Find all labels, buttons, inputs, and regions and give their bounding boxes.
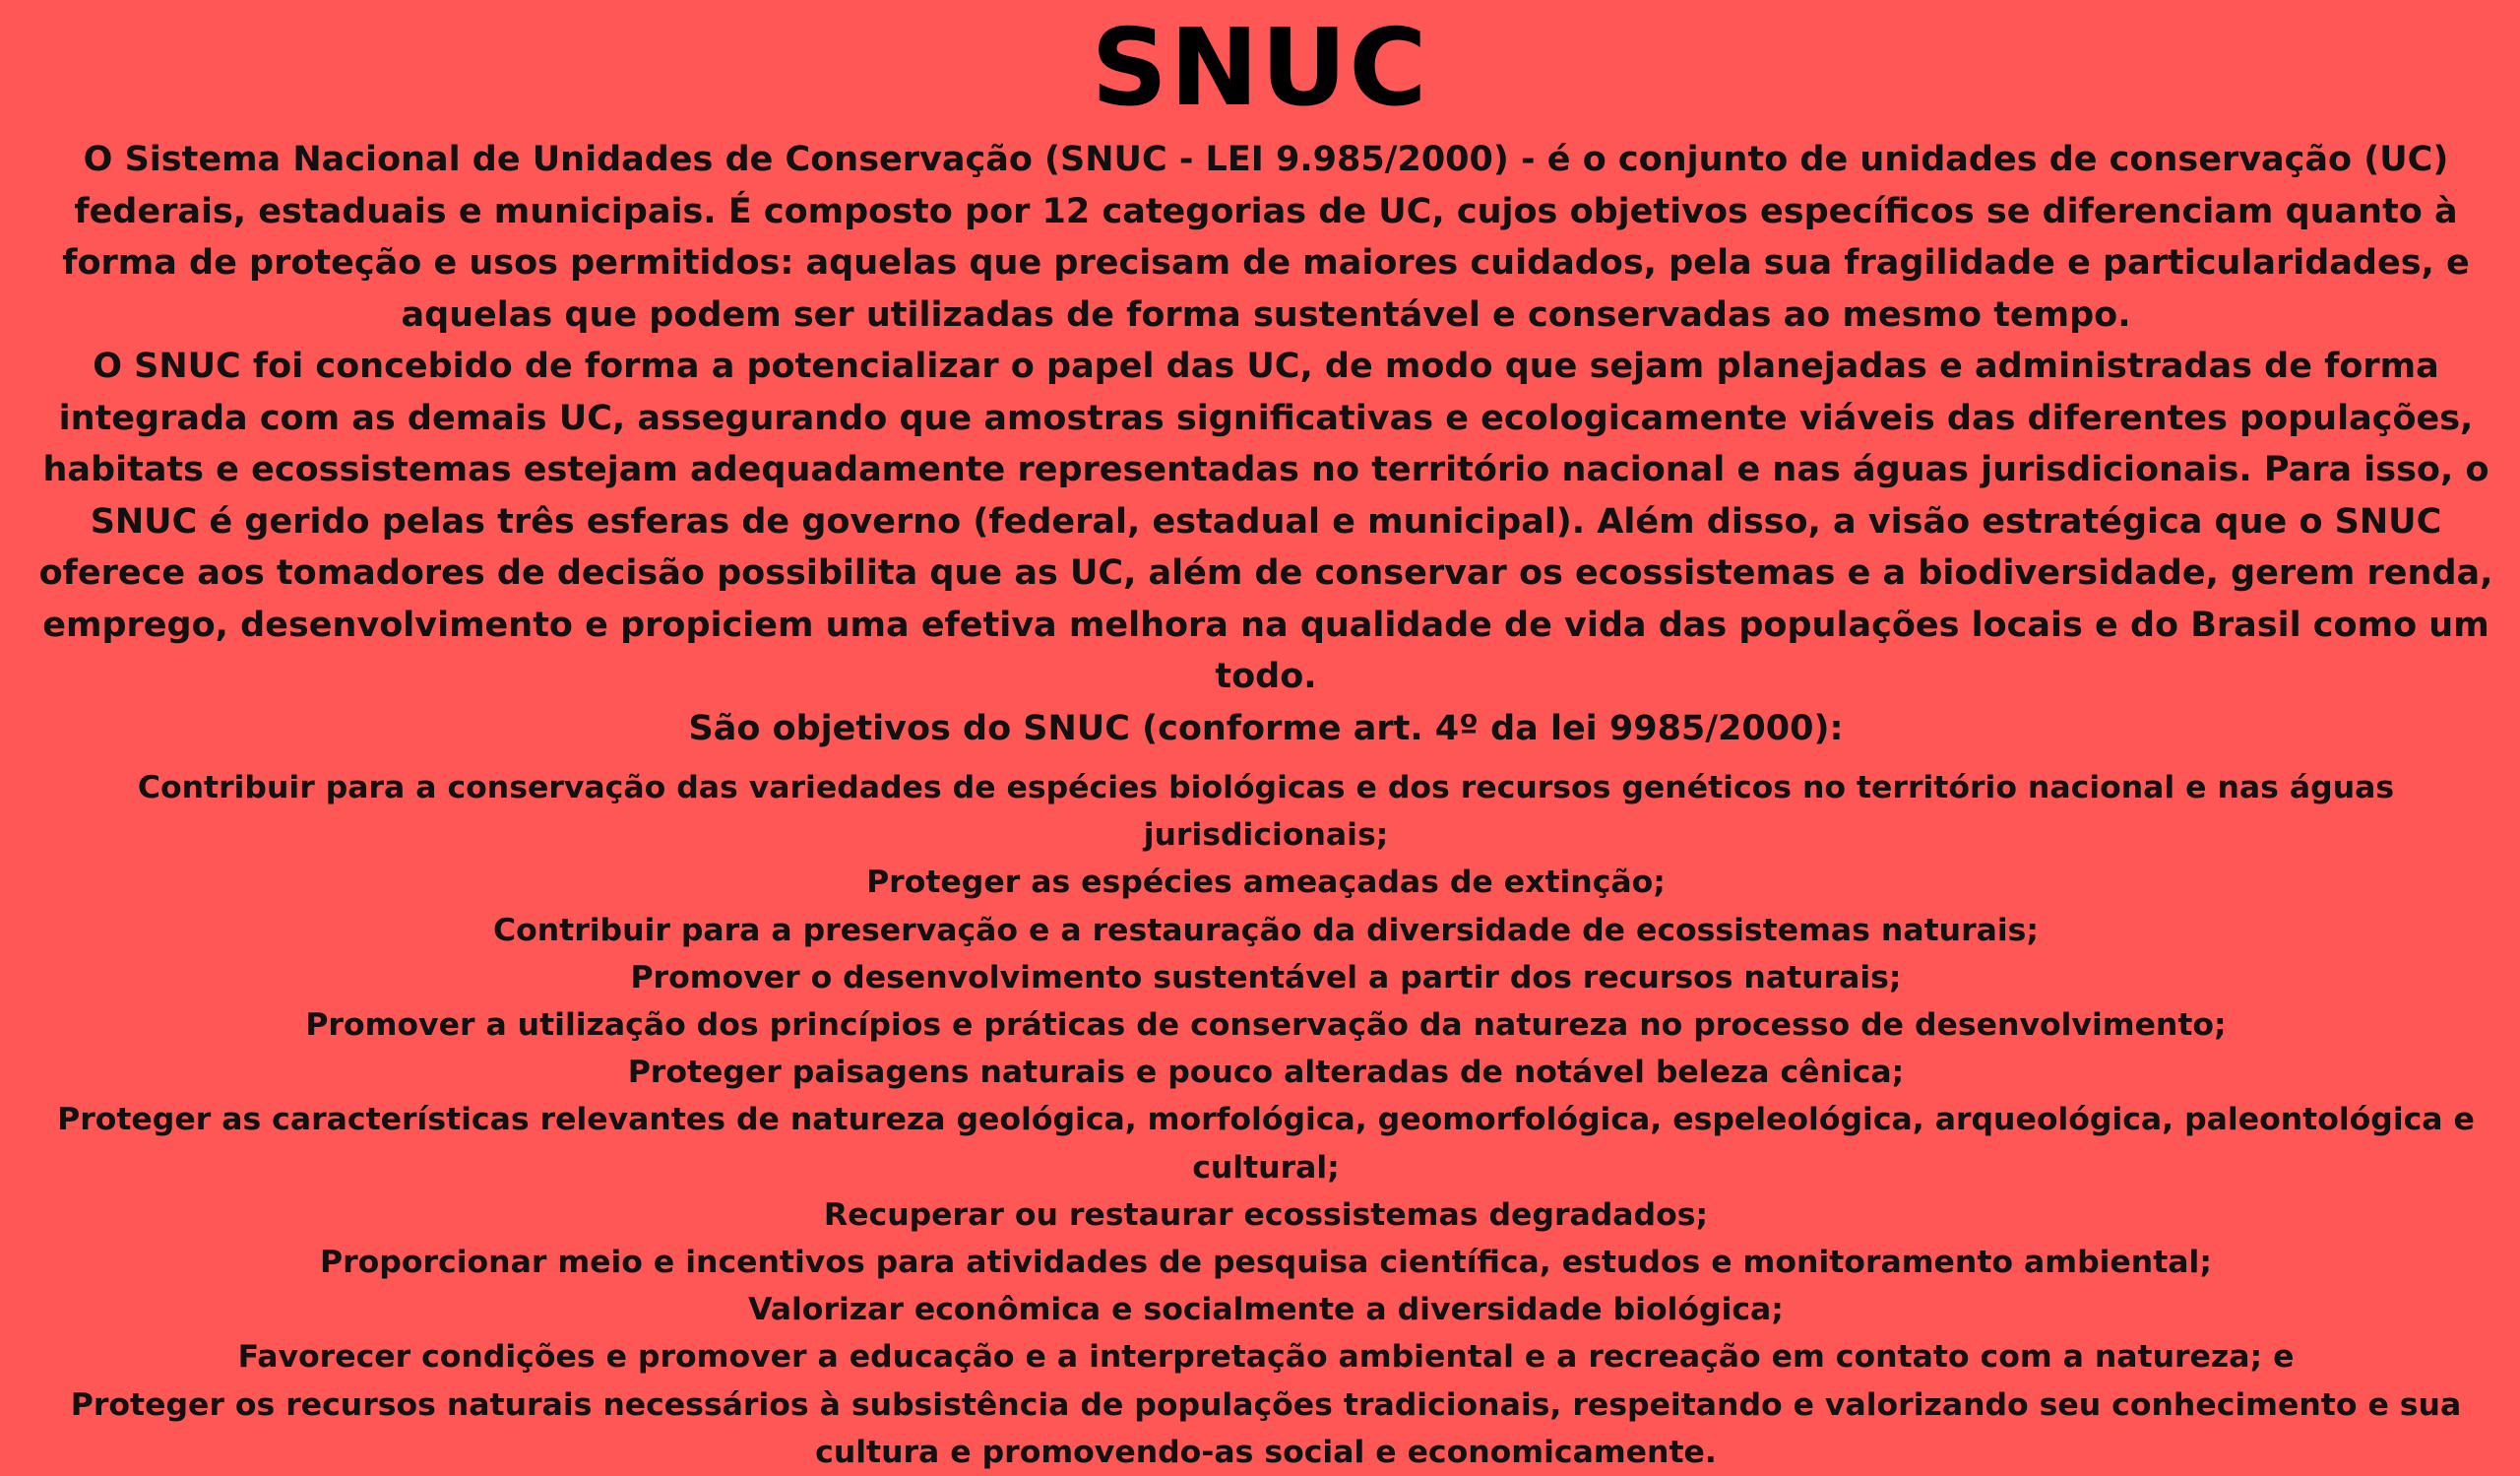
objective-item: Recuperar ou restaurar ecossistemas degradados; — [823, 1196, 1709, 1233]
objectives-heading: São objetivos do SNUC (conforme art. 4º da lei 9985/2000): — [688, 708, 1844, 748]
objective-item: Proteger as características relevantes de natureza geológica, morfológica, geomorfológica, espeleológica, arqueológica, paleontológica e cultural; — [57, 1102, 2475, 1186]
objective-item: Proporcionar meio e incentivos para atividades de pesquisa científica, estudos e monitoramento ambiental; — [320, 1245, 2212, 1281]
intro-paragraph-purpose: O SNUC foi concebido de forma a potencializar o papel das UC, de modo que sejam planejadas e administradas de forma integrada com as demais UC, assegurando que amostras significativas e ecologicamente viáveis das diferentes populações, habitats e ecossistemas estejam adequadamente representadas no território nacional e nas águas jurisdicionais. Para isso, o SNUC é gerido pelas três esferas de governo (federal, estadual e municipal). Além disso, a visão estratégica que o SNUC oferece aos tomadores de decisão possibilita que as UC, além de conservar os ecossistemas e a biodiversidade, gerem renda, emprego, desenvolvimento e propiciem uma efetiva melhora na qualidade de vida das populações locais e do Brasil como um todo. — [38, 347, 2493, 696]
objective-item: Contribuir para a preservação e a restauração da diversidade de ecossistemas naturais; — [492, 912, 2040, 948]
objective-item: Promover o desenvolvimento sustentável a partir dos recursos naturais; — [630, 959, 1902, 995]
objective-item: Proteger as espécies ameaçadas de extinção; — [866, 865, 1666, 901]
objective-item: Proteger os recursos naturais necessários à subsistência de populações tradicionais, respeitando e valorizando seu conhecimento e sua cultura e promovendo-as social e economicamente. — [70, 1386, 2462, 1470]
objective-item: Promover a utilização dos princípios e práticas de conservação da natureza no processo de desenvolvimento; — [305, 1007, 2227, 1044]
objective-item: Proteger paisagens naturais e pouco alteradas de notável beleza cênica; — [627, 1055, 1905, 1091]
intro-text — [35, 134, 2496, 754]
objective-item: Favorecer condições e promover a educação e a interpretação ambiental e a recreação em contato com a natureza; e — [237, 1339, 2295, 1376]
objective-item: Valorizar econômica e socialmente a diversidade biológica; — [748, 1292, 1784, 1328]
objectives-list — [35, 764, 2496, 1476]
intro-paragraph-definition: O Sistema Nacional de Unidades de Conservação (SNUC - LEI 9.985/2000) - é o conjunto de unidades de conservação (UC) federais, estaduais e municipais. É composto por 12 categorias de UC, cujos objetivos específicos se diferenciam quanto à forma de proteção e usos permitidos: aquelas que precisam de maiores cuidados, pela sua fragilidade e particularidades, e aquelas que podem ser utilizadas de forma sustentável e conservadas ao mesmo tempo. — [62, 140, 2470, 335]
page-title: SNUC — [1091, 7, 1429, 130]
objective-item: Contribuir para a conservação das variedades de espécies biológicas e dos recursos genéticos no território nacional e nas águas jurisdicionais; — [137, 770, 2395, 854]
